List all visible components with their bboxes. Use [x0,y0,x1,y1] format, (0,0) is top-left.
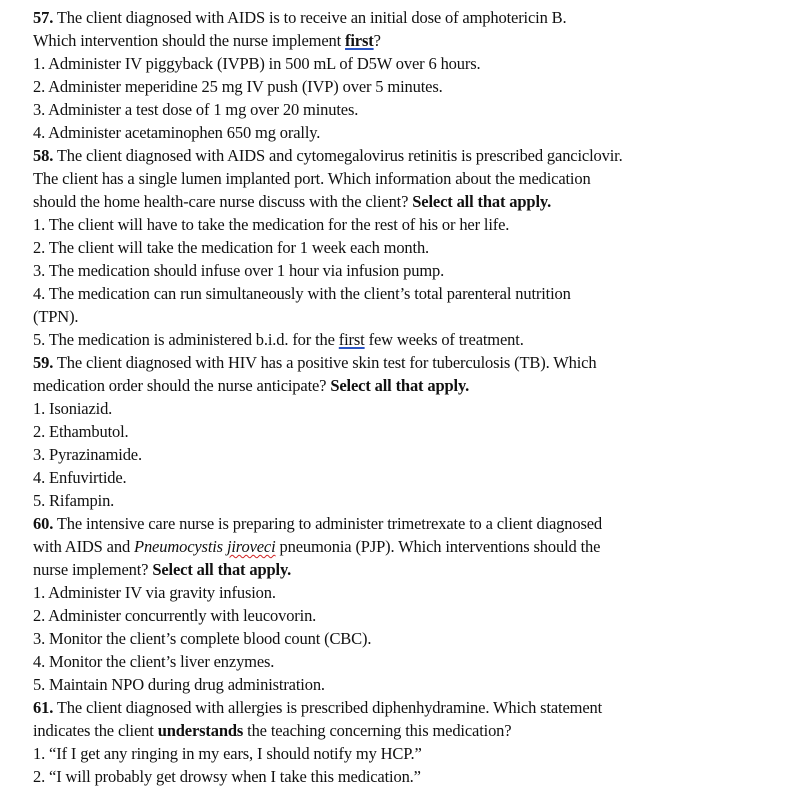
answer-option: 3. Pyrazinamide. [33,445,142,464]
answer-option-text: few weeks of treatment. [364,330,524,349]
answer-option: 1. The client will have to take the medication for the rest of his or her life. [33,215,510,234]
answer-option: 3. Administer a test dose of 1 mg over 20 minutes. [33,100,359,119]
question-stem-line [33,719,773,742]
select-all-instruction: Select all that apply. [152,560,292,579]
answer-option-text: 5. The medication is administered b.i.d. for the [33,330,339,349]
select-all-instruction: Select all that apply. [412,192,552,211]
question-stem-text: indicates the client [33,721,158,740]
answer-option: 2. Administer concurrently with leucovorin. [33,606,317,625]
question-58 [33,144,773,351]
answer-option-continuation: (TPN). [33,307,79,326]
document-page [33,6,773,788]
emphasis-first: first [338,330,365,349]
question-60 [33,512,773,696]
question-stem-line [33,696,773,719]
question-stem-text: pneumonia (PJP). Which interventions should the [275,537,601,556]
question-stem-text: The intensive care nurse is preparing to administer trimetrexate to a client diagnosed [56,514,603,533]
question-stem-text: Which intervention should the nurse implement [33,31,346,50]
emphasis-understands: understands [157,721,244,740]
answer-option: 2. The client will take the medication for 1 week each month. [33,238,430,257]
select-all-instruction: Select all that apply. [330,376,470,395]
answer-option: 4. Administer acetaminophen 650 mg orally. [33,123,321,142]
question-stem-text: The client diagnosed with allergies is prescribed diphenhydramine. Which statement [56,698,603,717]
question-59 [33,351,773,512]
question-number: 59. [33,353,54,372]
question-stem-text: should the home health-care nurse discuss with the client? [33,192,409,211]
question-stem-line [33,6,773,29]
question-stem-text: The client diagnosed with AIDS is to receive an initial dose of amphotericin B. [56,8,567,27]
question-stem-line [33,558,773,581]
question-stem-line [33,351,773,374]
question-number: 58. [33,146,54,165]
question-stem-line [33,535,773,558]
answer-option: 1. Administer IV via gravity infusion. [33,583,276,602]
question-stem-line [33,144,773,167]
question-stem-text: the teaching concerning this medication? [243,721,512,740]
answer-option: 2. Administer meperidine 25 mg IV push (IVP) over 5 minutes. [33,77,443,96]
question-stem-text: nurse implement? [33,560,149,579]
question-stem-text: ? [373,31,381,50]
answer-option: 4. Enfuvirtide. [33,468,127,487]
question-stem-text: with AIDS and [33,537,135,556]
question-stem-text: medication order should the nurse anticipate? [33,376,327,395]
question-57 [33,6,773,144]
answer-option: 1. Isoniazid. [33,399,113,418]
answer-option: 1. “If I get any ringing in my ears, I should notify my HCP.” [33,744,422,763]
answer-option: 4. The medication can run simultaneously with the client’s total parenteral nutrition [33,284,571,303]
answer-option: 3. The medication should infuse over 1 hour via infusion pump. [33,261,445,280]
question-stem-text: The client diagnosed with AIDS and cytomegalovirus retinitis is prescribed ganciclovir. [56,146,623,165]
answer-option: 4. Monitor the client’s liver enzymes. [33,652,275,671]
organism-genus: Pneumocystis [134,537,227,556]
answer-option [33,328,773,351]
question-number: 60. [33,514,54,533]
question-stem-line [33,374,773,397]
answer-option: 2. Ethambutol. [33,422,129,441]
question-stem-line [33,512,773,535]
question-number: 57. [33,8,54,27]
organism-species: jiroveci [226,537,276,556]
answer-option: 5. Rifampin. [33,491,115,510]
question-stem-line [33,29,773,52]
answer-option: 3. Monitor the client’s complete blood count (CBC). [33,629,372,648]
answer-option: 5. Maintain NPO during drug administration. [33,675,325,694]
question-number: 61. [33,698,54,717]
emphasis-first: first [345,31,374,50]
question-61 [33,696,773,788]
question-stem-line: The client has a single lumen implanted port. Which information about the medication [33,169,591,188]
question-stem-line [33,190,773,213]
answer-option: 2. “I will probably get drowsy when I take this medication.” [33,767,421,786]
answer-option: 1. Administer IV piggyback (IVPB) in 500 mL of D5W over 6 hours. [33,54,481,73]
question-stem-text: The client diagnosed with HIV has a positive skin test for tuberculosis (TB). Which [56,353,597,372]
